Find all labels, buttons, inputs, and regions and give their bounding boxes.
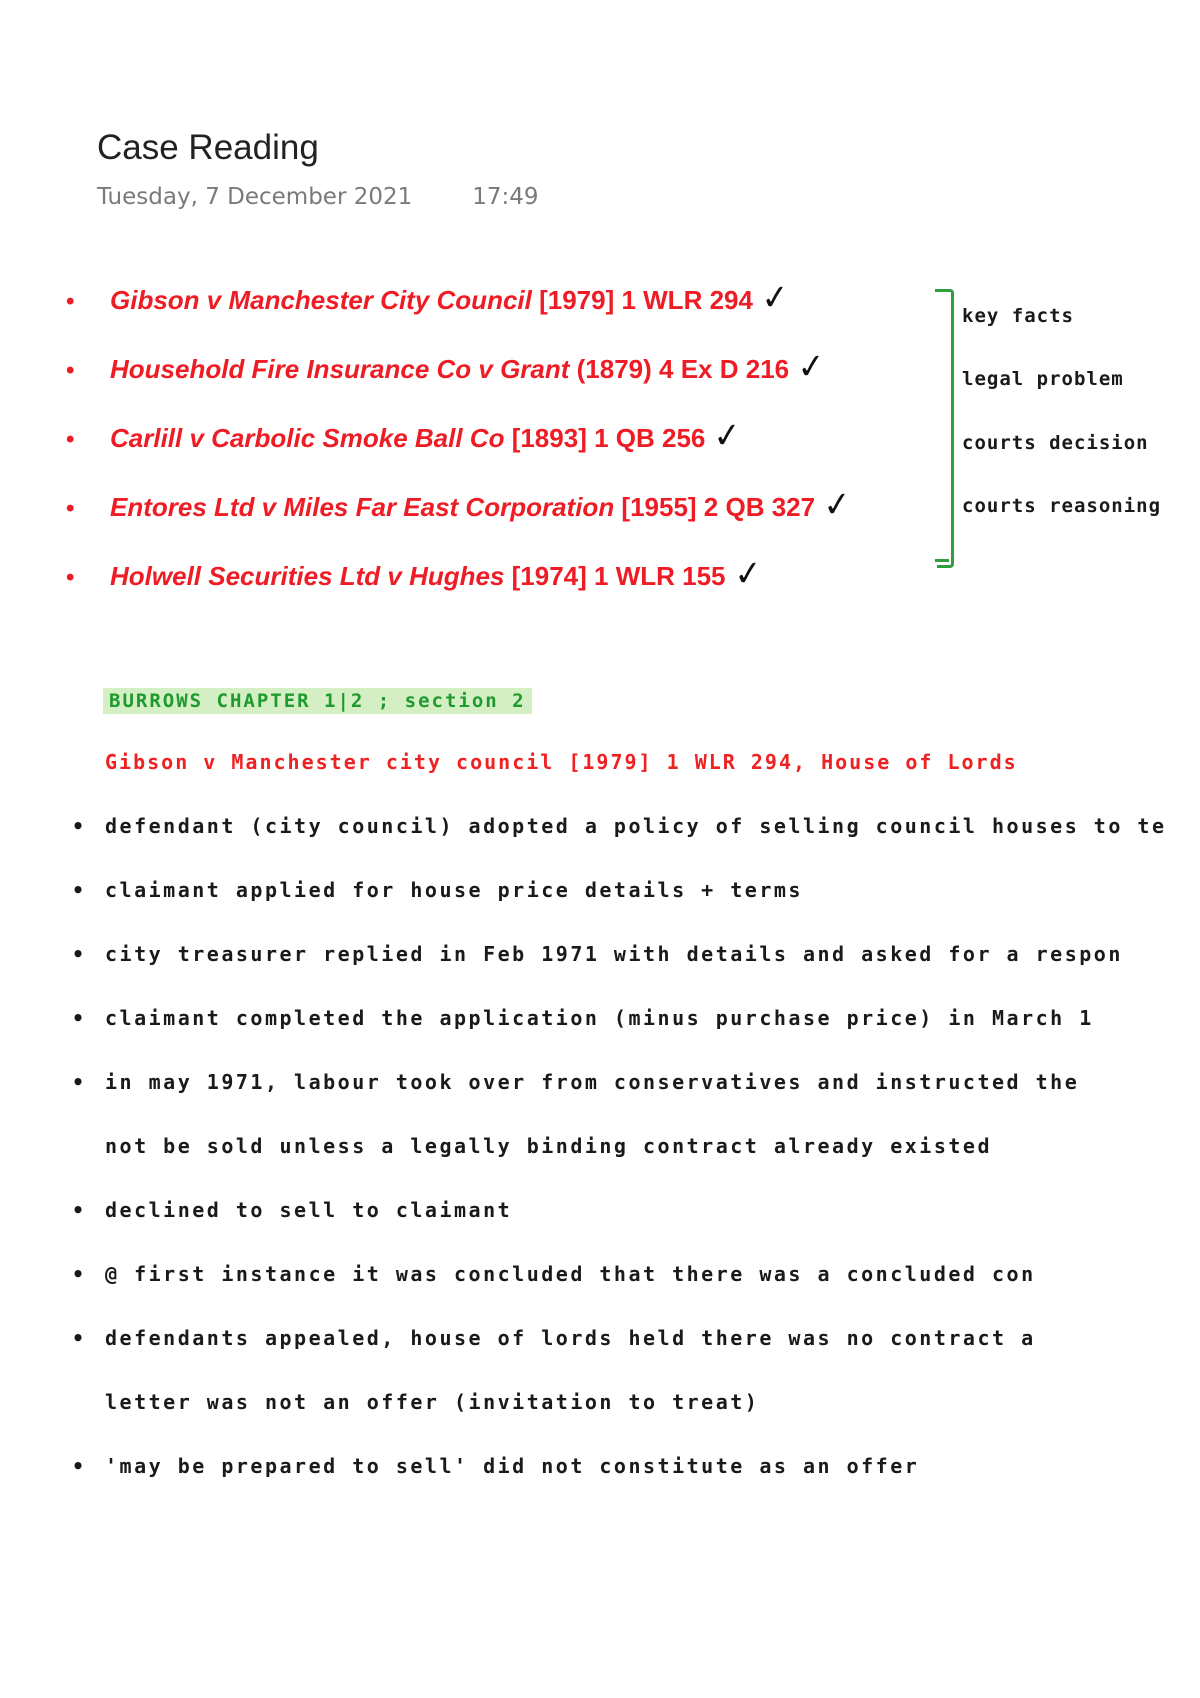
case-name: Household Fire Insurance Co v Grant	[110, 354, 570, 384]
case-item	[66, 552, 765, 596]
case-name: Gibson v Manchester City Council	[110, 285, 532, 315]
bullet: •	[66, 564, 75, 591]
note-bullet: •	[72, 1006, 85, 1030]
check-icon: ✓	[758, 276, 792, 320]
note-line: city treasurer replied in Feb 1971 with details and asked for a respon	[105, 942, 1123, 966]
note-line: defendant (city council) adopted a policy of selling council houses to te	[105, 814, 1167, 838]
case-item	[66, 416, 742, 456]
case-item	[66, 347, 826, 387]
date-line	[97, 184, 539, 210]
note-bullet: •	[72, 1326, 85, 1350]
check-icon: ✓	[821, 483, 854, 527]
side-label-key-facts: key facts	[962, 305, 1074, 327]
note-line: claimant applied for house price details + terms	[105, 878, 803, 902]
green-bracket	[937, 289, 954, 568]
case-citation: [1893] 1 QB 256	[504, 423, 706, 453]
note-line: @ first instance it was concluded that there was a concluded con	[105, 1262, 1036, 1286]
case-name: Entores Ltd v Miles Far East Corporation	[110, 492, 615, 522]
note-line: letter was not an offer (invitation to treat)	[105, 1390, 760, 1414]
time: 17:49	[472, 184, 539, 210]
note-bullet: •	[72, 1262, 85, 1286]
check-icon: ✓	[731, 552, 765, 596]
note-line: 'may be prepared to sell' did not constitute as an offer	[105, 1454, 920, 1478]
note-line: in may 1971, labour took over from conservatives and instructed the	[105, 1070, 1080, 1094]
note-line: defendants appealed, house of lords held there was no contract a	[105, 1326, 1036, 1350]
bracket-tick-top	[935, 289, 949, 292]
section-heading: BURROWS CHAPTER 1|2 ; section 2	[103, 688, 532, 714]
check-icon: ✓	[711, 414, 744, 458]
case-item	[66, 276, 792, 320]
note-line: not be sold unless a legally binding contract already existed	[105, 1134, 993, 1158]
note-line: claimant completed the application (minus purchase price) in March 1	[105, 1006, 1094, 1030]
case-citation: (1879) 4 Ex D 216	[569, 354, 790, 384]
side-label-courts-reasoning: courts reasoning	[962, 495, 1162, 517]
bracket-tick-bottom	[935, 559, 949, 562]
note-bullet: •	[72, 1454, 85, 1478]
side-label-legal-problem: legal problem	[962, 368, 1124, 390]
note-bullet: •	[72, 942, 85, 966]
bullet: •	[66, 357, 75, 384]
case-citation: [1974] 1 WLR 155	[504, 561, 726, 591]
bullet: •	[66, 495, 75, 522]
case-name: Holwell Securities Ltd v Hughes	[110, 561, 505, 591]
note-bullet: •	[72, 1070, 85, 1094]
page-title: Case Reading	[97, 128, 319, 167]
case-heading: Gibson v Manchester city council [1979] 1 WLR 294, House of Lords	[105, 750, 1018, 774]
bullet: •	[66, 426, 75, 453]
note-bullet: •	[72, 814, 85, 838]
note-bullet: •	[72, 1198, 85, 1222]
note-line: declined to sell to claimant	[105, 1198, 513, 1222]
bullet: •	[66, 288, 75, 315]
case-name: Carlill v Carbolic Smoke Ball Co	[110, 423, 505, 453]
note-bullet: •	[72, 878, 85, 902]
check-icon: ✓	[795, 345, 828, 389]
case-citation: [1979] 1 WLR 294	[531, 285, 753, 315]
date: Tuesday, 7 December 2021	[97, 184, 413, 210]
case-citation: [1955] 2 QB 327	[614, 492, 816, 522]
side-label-courts-decision: courts decision	[962, 432, 1149, 454]
case-item	[66, 485, 852, 525]
